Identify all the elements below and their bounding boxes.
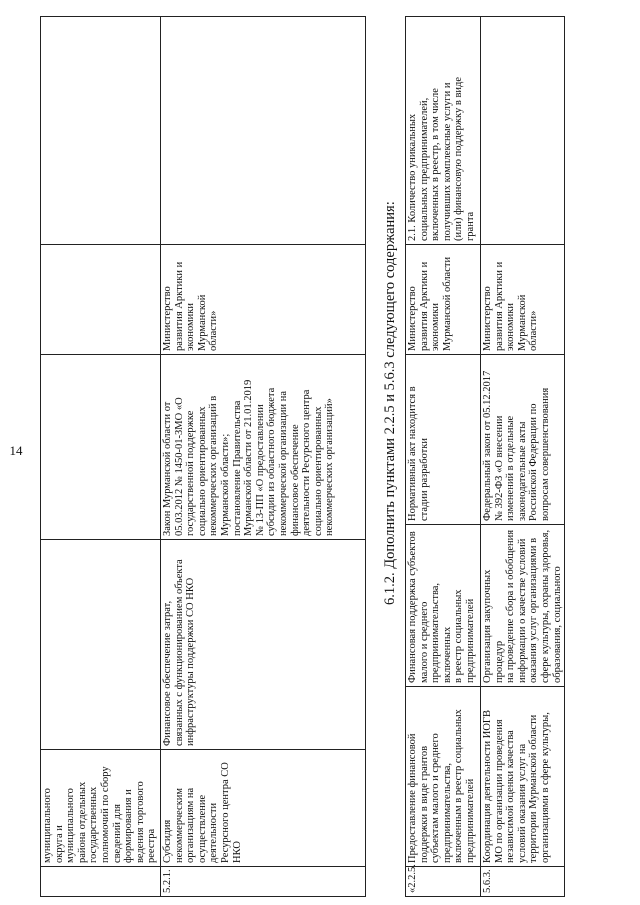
table-row xyxy=(406,17,481,897)
cell-ministry xyxy=(41,245,161,355)
cell-desc: Финансовое обеспечение затрат, связанных с функционированием объекта инфраструктуры поддержки СО НКО xyxy=(161,540,366,750)
cell-indicator: 2.1. Количество уникальных социальных предпринимателей, включенных в реестр, в том числе получивших комплексные услуги и (или) финансовую поддержку в виде гранта xyxy=(406,17,481,245)
cell-desc xyxy=(41,540,161,750)
table-row xyxy=(41,17,161,897)
cell-name: Субсидия некоммерческим организациям на осуществление деятельности Ресурсного центра СО НКО xyxy=(161,750,366,867)
cell-ministry: Министерство развития Арктики и экономики Мурманской области xyxy=(406,245,481,355)
cell-desc: Финансовая поддержка субъектов малого и среднего предпринимательства, включенных в реестр социальных предпринимателей xyxy=(406,525,481,687)
cell-name: Предоставление финансовой поддержки в виде грантов субъектам малого и среднего предпринимательства, включенным в реестр социальных предпринимателей xyxy=(406,687,481,867)
section-heading: 6.1.2. Дополнить пунктами 2.2.5 и 5.6.3 следующего содержания: xyxy=(382,201,398,605)
page-number: 14 xyxy=(9,443,23,458)
cell-ministry: Министерство развития Арктики и экономики Мурманской области» xyxy=(161,245,366,355)
table-row xyxy=(161,17,366,897)
table-row xyxy=(481,17,565,897)
cell-law xyxy=(41,355,161,540)
cell-indicator xyxy=(41,17,161,245)
cell-desc: Организация закупочных процедур на проведение сбора и обобщения информации о качестве условий оказания услуг организациями в сфере культуры, охраны здоровья, образования, социального xyxy=(481,525,565,687)
table-top xyxy=(40,16,366,897)
cell-indicator xyxy=(481,17,565,245)
cell-num: 5.2.1. xyxy=(161,867,366,897)
cell-indicator xyxy=(161,17,366,245)
cell-law: Нормативный акт находится в стадии разработки xyxy=(406,355,481,525)
cell-num: «2.2.5. xyxy=(406,867,481,897)
cell-num xyxy=(41,867,161,897)
cell-name: муниципального округа и муниципального района отдельных государственных полномочий по сбору сведений для формирования и ведения торгового реестра xyxy=(41,750,161,867)
cell-ministry: Министерство развития Арктики и экономики Мурманской области» xyxy=(481,245,565,355)
cell-law: Закон Мурманской области от 05.03.2012 № 1450-01-ЗМО «О государственной поддержке социально ориентированных некоммерческих организаций в Мурманской области»; постановление Правительства Мурманской области от 21.01.2019 № 13-ПП «О предоставлении субсидии из областного бюджета некоммерческой организации на финансовое обеспечение деятельности Ресурсного центра социально ориентированных некоммерческих организаций» xyxy=(161,355,366,540)
cell-law: Федеральный закон от 05.12.2017 № 392-ФЗ «О внесении изменений в отдельные законодательные акты Российской Федерации по вопросам совершенствования xyxy=(481,355,565,525)
cell-num: 5.6.3. xyxy=(481,867,565,897)
cell-name: Координация деятельности ИОГВ МО по организации проведения независимой оценки качества условий оказания услуг на территории Мурманской области организациями в сфере культуры, xyxy=(481,687,565,867)
table-bottom xyxy=(405,16,565,897)
